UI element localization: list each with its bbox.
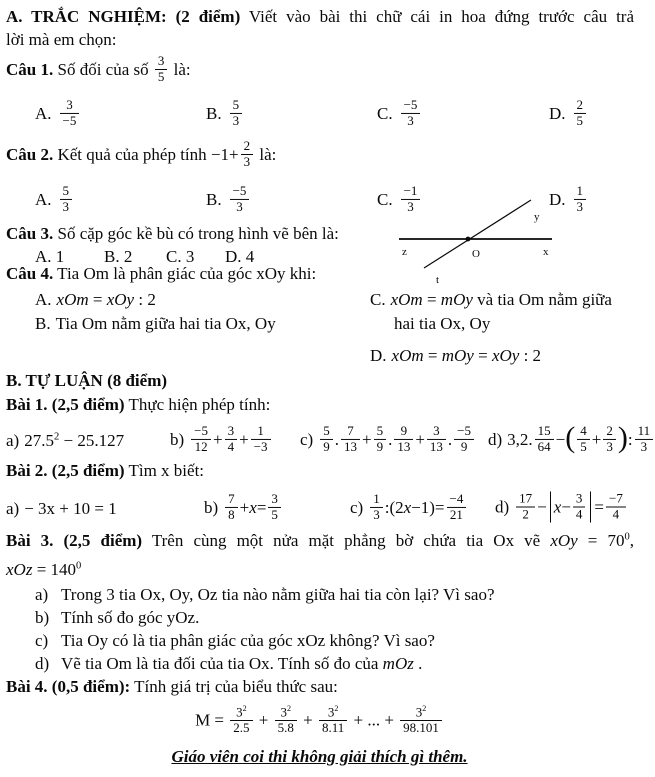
part-letter: d) (495, 497, 510, 517)
section-b-heading: B. TỰ LUẬN (8 điểm) (6, 371, 168, 390)
item-text: Tính số đo góc yOz. (61, 608, 200, 627)
b1-part-d (488, 421, 655, 456)
b3-item-c (35, 629, 495, 652)
exercise-4-text: Tính giá trị của biểu thức sau: (130, 677, 338, 696)
b3-item-d (35, 652, 495, 675)
exercise-1-text: Thực hiện phép tính: (124, 395, 271, 414)
question-3-stem (6, 224, 339, 244)
option-value: $\frac{-5}{3}$ (399, 104, 423, 123)
question-1-stem (6, 53, 191, 86)
exercise-3-text: Trên cùng một nửa mặt phẳng bờ chứa tia Ox vẽ xOy = $70^0$, (142, 531, 634, 550)
option-letter: C. (377, 189, 393, 209)
part-letter: d) (488, 429, 503, 449)
exercise-4-label: Bài 4. (0,5 điểm): (6, 677, 131, 696)
section-a-intro (6, 5, 634, 51)
option-letter: B. (206, 189, 222, 209)
option-letter: C. (370, 290, 386, 309)
section-a-heading-line1 (6, 5, 634, 28)
part-letter: b) (170, 429, 185, 449)
q1-option-b (206, 96, 244, 130)
part-expression: − 3x + 10 = 1 (24, 499, 117, 518)
question-2-stem (6, 138, 277, 171)
part-expression: $\frac{17}{2}$ − x− $\frac{3}{4}$ = $\frac{-7}{4}$ (514, 498, 628, 517)
section-a-title: A. TRẮC NGHIỆM: (2 điểm) (6, 7, 241, 26)
section-a-heading-line2: lời mà em chọn: (6, 30, 117, 49)
formula-expression: M = $\frac{3^2}{2.5}$ + $\frac{3^2}{5.8}$ + $\frac{3^2}{8.11}$ + ... + $\frac{3^2}{98.101}$ (195, 706, 444, 737)
option-value: $\frac{1}{3}$ (572, 190, 589, 209)
figure-label-O: O (472, 248, 480, 260)
q1-option-a (35, 96, 81, 130)
part-letter: c) (300, 429, 314, 449)
question-2-label: Câu 2. (6, 144, 54, 164)
exercise-3-items (35, 583, 495, 675)
item-letter: d) (35, 654, 50, 673)
question-1-text: Số đối của số $\frac{3}{5}$ là: (53, 53, 191, 84)
b2-part-d (495, 490, 628, 525)
option-letter: D. (370, 346, 387, 365)
b1-part-a (6, 431, 124, 451)
option-letter: C. (377, 103, 393, 123)
figure-label-t: t (436, 274, 440, 286)
part-expression: $\frac{5}{9}$ . $\frac{7}{13}$ + $\frac{5}{9}$ . $\frac{9}{13}$ + $\frac{3}{13}$ . $\frac{-5}{9}$ (318, 430, 476, 449)
q3-option-b: B. 2 (104, 247, 133, 266)
question-3-text: Số cặp góc kề bù có trong hình vẽ bên là: (53, 224, 339, 243)
q1-option-d (549, 96, 588, 130)
b2-part-b (204, 490, 283, 524)
q3-option-d: D. 4 (225, 247, 255, 266)
option-value: $\frac{2}{5}$ (572, 104, 589, 123)
option-letter: A. (35, 290, 52, 309)
option-value: xOm = mOy = xOy : 2 (391, 346, 542, 365)
b3-item-a (35, 583, 495, 606)
footer-text: Giáo viên coi thi không giải thích gì thêm. (171, 747, 468, 766)
q4-option-c-line2: hai tia Ox, Oy (394, 314, 491, 333)
question-4-label: Câu 4. (6, 264, 54, 283)
option-value: $\frac{-5}{3}$ (228, 190, 252, 209)
section-a-desc: Viết vào bài thi chữ cái in hoa đứng trước câu trả (240, 7, 634, 26)
option-letter: B. (35, 314, 51, 333)
section-b-title (6, 371, 167, 391)
part-letter: b) (204, 497, 219, 517)
exercise-3-label: Bài 3. (2,5 điểm) (6, 531, 143, 550)
exercise-3-heading-line2: xOz = $140^0$ (6, 560, 82, 579)
exercise-3-heading (6, 531, 634, 551)
question-1-options (0, 92, 639, 138)
option-value: $\frac{5}{3}$ (58, 190, 75, 209)
figure-point-O (466, 237, 471, 242)
exercise-4-formula (0, 700, 639, 746)
q4-option-d (370, 346, 541, 366)
part-expression: $\frac{1}{3}$ :(2x−1)= $\frac{-4}{21}$ (368, 498, 468, 517)
exercise-2-text: Tìm x biết: (124, 461, 205, 480)
b3-item-b (35, 606, 495, 629)
option-value: xOm = mOy và tia Om nằm giữa (390, 290, 612, 309)
option-letter: D. (549, 189, 566, 209)
option-value: xOm = xOy : 2 (56, 290, 156, 309)
option-value: $\frac{3}{-5}$ (58, 104, 82, 123)
part-expression: 3,2. $\frac{15}{64}$ −( $\frac{4}{5}$ + $\frac{2}{3}$ ): $\frac{11}{3}$ (507, 430, 655, 449)
figure-label-x: x (543, 246, 549, 258)
exercise-1-parts (0, 418, 651, 464)
exercise-4-heading (6, 677, 338, 697)
option-letter: B. (206, 103, 222, 123)
item-text: Tia Oy có là tia phân giác của góc xOz không? Vì sao? (61, 631, 435, 650)
option-letter: A. (35, 103, 52, 123)
option-value: $\frac{5}{3}$ (228, 104, 245, 123)
item-letter: b) (35, 608, 50, 627)
q4-option-b (35, 314, 276, 334)
q3-option-a: A. 1 (35, 247, 65, 266)
question-4-text: Tia Om là phân giác của góc xOy khi: (53, 264, 317, 283)
exercise-1-heading (6, 395, 270, 415)
b2-part-a (6, 499, 117, 519)
exercise-1-label: Bài 1. (2,5 điểm) (6, 395, 125, 414)
figure-label-z: z (402, 246, 407, 258)
question-4-options (0, 288, 639, 370)
option-letter: D. (549, 103, 566, 123)
question-3-label: Câu 3. (6, 224, 54, 243)
question-1-label: Câu 1. (6, 59, 54, 79)
question-4-stem (6, 264, 316, 284)
question-2-text: Kết quả của phép tính −1+ $\frac{2}{3}$ là: (53, 138, 277, 169)
b2-part-c (350, 490, 468, 524)
q1-option-c (377, 96, 422, 130)
q3-figure (393, 195, 561, 291)
q4-option-a (35, 290, 156, 310)
item-text: Vẽ tia Om là tia đối của tia Ox. Tính số đo của mOz . (61, 654, 423, 673)
exercise-2-heading (6, 461, 204, 481)
q4-option-c (370, 290, 612, 310)
part-letter: a) (6, 431, 20, 450)
footer-note (0, 747, 639, 767)
item-letter: a) (35, 585, 49, 604)
item-letter: c) (35, 631, 49, 650)
q2-option-a (35, 182, 74, 216)
figure-label-y: y (534, 211, 540, 223)
part-expression: $27.5^2 - 25.127$ (24, 431, 125, 450)
q3-option-c: C. 3 (166, 247, 195, 266)
q2-option-b (206, 182, 251, 216)
option-letter: A. (35, 189, 52, 209)
exercise-2-label: Bài 2. (2,5 điểm) (6, 461, 125, 480)
part-letter: c) (350, 497, 364, 517)
part-letter: a) (6, 499, 20, 518)
part-expression: $\frac{-5}{12}$ + $\frac{3}{4}$ + $\frac{1}{-3}$ (189, 430, 272, 449)
option-value: Tia Om nằm giữa hai tia Ox, Oy (55, 314, 276, 333)
part-expression: $\frac{7}{8}$ +x= $\frac{3}{5}$ (223, 498, 283, 517)
b1-part-c (300, 422, 476, 456)
item-text: Trong 3 tia Ox, Oy, Oz tia nào nằm giữa hai tia còn lại? Vì sao? (61, 585, 495, 604)
option-value: $\frac{-1}{3}$ (399, 190, 423, 209)
b1-part-b (170, 422, 273, 456)
exercise-2-parts (0, 486, 639, 532)
